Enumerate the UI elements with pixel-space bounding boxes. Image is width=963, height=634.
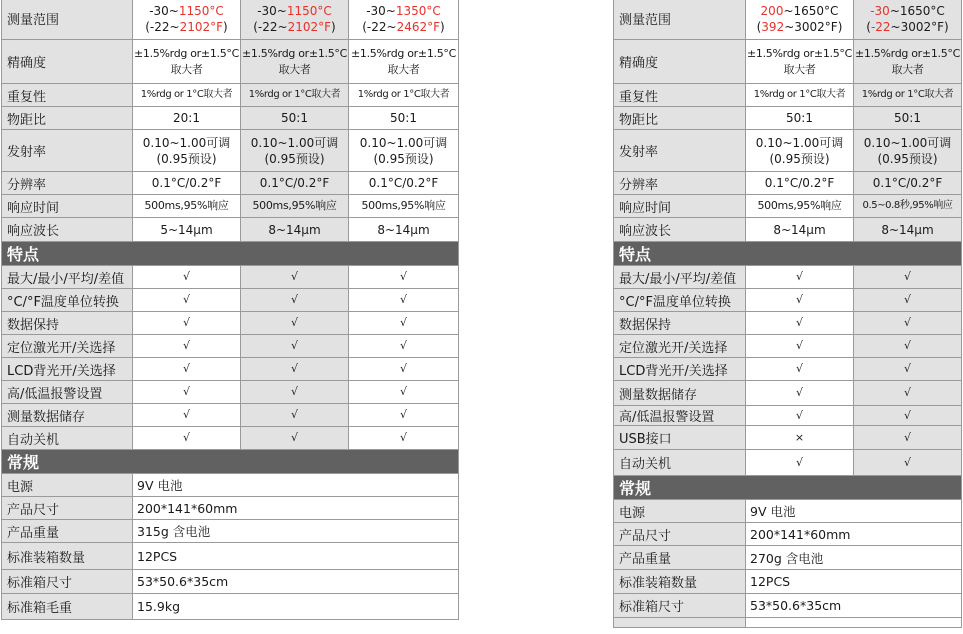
general-label: 标准箱毛重 [2, 594, 133, 620]
general-row [614, 570, 962, 594]
check-icon: √ [854, 289, 962, 312]
range-row [614, 0, 962, 40]
emissivity-row [614, 130, 962, 172]
check-icon: √ [241, 266, 349, 289]
check-icon: √ [746, 289, 854, 312]
check-icon: √ [241, 335, 349, 358]
range-cell: -30~1650°C (-22~3002°F) [854, 0, 962, 40]
repeat-cell: 1%rdg or 1°C取大者 [241, 84, 349, 107]
general-row [614, 594, 962, 618]
response-cell: 0.5~0.8秒,95%响应 [854, 195, 962, 218]
feature-row [2, 427, 459, 450]
general-label: 产品重量 [614, 546, 746, 570]
general-value: 9V 电池 [133, 474, 459, 497]
response-row [2, 195, 459, 218]
accuracy-label: 精确度 [2, 40, 133, 84]
feature-row [614, 335, 962, 358]
emissivity-label: 发射率 [2, 130, 133, 172]
general-value: 53*50.6*35cm [133, 570, 459, 594]
feature-label: 定位激光开/关选择 [614, 335, 746, 358]
range-cell: -30~1150°C (-22~2102°F) [133, 0, 241, 40]
general-value: 200*141*60mm [746, 523, 962, 546]
ratio-cell: 50:1 [854, 107, 962, 130]
check-icon: √ [133, 266, 241, 289]
resolution-label: 分辨率 [614, 172, 746, 195]
ratio-cell: 50:1 [349, 107, 459, 130]
response-cell: 500ms,95%响应 [349, 195, 459, 218]
check-icon: √ [241, 358, 349, 381]
general-header-row [614, 476, 962, 500]
general-row [2, 570, 459, 594]
check-icon: √ [854, 426, 962, 450]
general-row-partial [614, 618, 962, 628]
general-section-title: 常规 [2, 450, 459, 474]
check-icon: √ [746, 450, 854, 476]
general-label: 产品重量 [2, 520, 133, 543]
check-icon: √ [133, 427, 241, 450]
ratio-row [2, 107, 459, 130]
left-spec-table [1, 0, 459, 620]
check-icon: √ [133, 335, 241, 358]
feature-label: °C/°F温度单位转换 [2, 289, 133, 312]
emissivity-cell: 0.10~1.00可调 (0.95预设) [133, 130, 241, 172]
resolution-cell: 0.1°C/0.2°F [349, 172, 459, 195]
check-icon: √ [349, 266, 459, 289]
wavelength-cell: 8~14μm [241, 218, 349, 242]
feature-label: LCD背光开/关选择 [614, 358, 746, 381]
check-icon: √ [854, 312, 962, 335]
accuracy-cell: ±1.5%rdg or±1.5°C 取大者 [241, 40, 349, 84]
general-label: 产品尺寸 [614, 523, 746, 546]
feature-label: 定位激光开/关选择 [2, 335, 133, 358]
emissivity-label: 发射率 [614, 130, 746, 172]
general-row [614, 500, 962, 523]
response-label: 响应时间 [2, 195, 133, 218]
general-row [2, 594, 459, 620]
wavelength-cell: 8~14μm [746, 218, 854, 242]
feature-label: °C/°F温度单位转换 [614, 289, 746, 312]
wavelength-cell: 8~14μm [349, 218, 459, 242]
general-label: 标准箱尺寸 [2, 570, 133, 594]
feature-label: 测量数据储存 [2, 404, 133, 427]
check-icon: √ [349, 289, 459, 312]
check-icon: √ [746, 358, 854, 381]
feature-row [2, 358, 459, 381]
check-icon: √ [349, 404, 459, 427]
repeat-row [614, 84, 962, 107]
feature-label: 数据保持 [614, 312, 746, 335]
range-row [2, 0, 459, 40]
general-label: 标准箱尺寸 [614, 594, 746, 618]
resolution-row [2, 172, 459, 195]
general-value: 9V 电池 [746, 500, 962, 523]
feature-label: 数据保持 [2, 312, 133, 335]
repeat-cell: 1%rdg or 1°C取大者 [133, 84, 241, 107]
resolution-label: 分辨率 [2, 172, 133, 195]
feature-row [614, 289, 962, 312]
repeat-cell: 1%rdg or 1°C取大者 [349, 84, 459, 107]
feature-label: 自动关机 [2, 427, 133, 450]
general-value: 53*50.6*35cm [746, 594, 962, 618]
general-row [614, 546, 962, 570]
resolution-cell: 0.1°C/0.2°F [854, 172, 962, 195]
check-icon: √ [854, 406, 962, 426]
check-icon: √ [746, 381, 854, 406]
general-value: 200*141*60mm [133, 497, 459, 520]
feature-row [614, 312, 962, 335]
check-icon: √ [349, 358, 459, 381]
emissivity-cell: 0.10~1.00可调 (0.95预设) [349, 130, 459, 172]
response-row [614, 195, 962, 218]
check-icon: √ [349, 381, 459, 404]
cross-icon: × [746, 426, 854, 450]
ratio-cell: 50:1 [241, 107, 349, 130]
accuracy-cell: ±1.5%rdg or±1.5°C 取大者 [746, 40, 854, 84]
repeat-label: 重复性 [614, 84, 746, 107]
general-label: 标准装箱数量 [614, 570, 746, 594]
range-label: 测量范围 [614, 0, 746, 40]
emissivity-cell: 0.10~1.00可调 (0.95预设) [854, 130, 962, 172]
feature-row [614, 450, 962, 476]
feature-label: USB接口 [614, 426, 746, 450]
check-icon: √ [241, 427, 349, 450]
feature-row [2, 381, 459, 404]
general-section-title: 常规 [614, 476, 962, 500]
feature-row [2, 312, 459, 335]
check-icon: √ [349, 427, 459, 450]
check-icon: √ [133, 358, 241, 381]
general-label: 标准装箱数量 [2, 543, 133, 570]
resolution-cell: 0.1°C/0.2°F [133, 172, 241, 195]
feature-label: 最大/最小/平均/差值 [2, 266, 133, 289]
general-value: 315g 含电池 [133, 520, 459, 543]
features-section-title: 特点 [614, 242, 962, 266]
right-spec-table [613, 0, 962, 628]
response-cell: 500ms,95%响应 [746, 195, 854, 218]
check-icon: √ [133, 381, 241, 404]
feature-row [2, 289, 459, 312]
general-label: 电源 [2, 474, 133, 497]
accuracy-label: 精确度 [614, 40, 746, 84]
ratio-label: 物距比 [2, 107, 133, 130]
wavelength-cell: 8~14μm [854, 218, 962, 242]
wavelength-row [614, 218, 962, 242]
check-icon: √ [746, 335, 854, 358]
general-value: 12PCS [133, 543, 459, 570]
check-icon: √ [854, 335, 962, 358]
general-value: 270g 含电池 [746, 546, 962, 570]
feature-label: 最大/最小/平均/差值 [614, 266, 746, 289]
feature-row [2, 266, 459, 289]
feature-row [2, 404, 459, 427]
feature-row [614, 381, 962, 406]
repeat-cell: 1%rdg or 1°C取大者 [854, 84, 962, 107]
general-label: 产品尺寸 [2, 497, 133, 520]
repeat-cell: 1%rdg or 1°C取大者 [746, 84, 854, 107]
feature-label: 测量数据储存 [614, 381, 746, 406]
range-cell: 200~1650°C (392~3002°F) [746, 0, 854, 40]
features-header-row [614, 242, 962, 266]
ratio-label: 物距比 [614, 107, 746, 130]
feature-row [614, 358, 962, 381]
resolution-row [614, 172, 962, 195]
accuracy-cell: ±1.5%rdg or±1.5°C 取大者 [854, 40, 962, 84]
general-row [2, 497, 459, 520]
check-icon: √ [241, 289, 349, 312]
range-cell: -30~1150°C (-22~2102°F) [241, 0, 349, 40]
accuracy-row [614, 40, 962, 84]
range-cell: -30~1350°C (-22~2462°F) [349, 0, 459, 40]
wavelength-label: 响应波长 [614, 218, 746, 242]
response-label: 响应时间 [614, 195, 746, 218]
general-row [614, 523, 962, 546]
emissivity-row [2, 130, 459, 172]
general-value: 12PCS [746, 570, 962, 594]
feature-label: 高/低温报警设置 [2, 381, 133, 404]
check-icon: √ [349, 335, 459, 358]
features-section-title: 特点 [2, 242, 459, 266]
repeat-row [2, 84, 459, 107]
check-icon: √ [133, 404, 241, 427]
check-icon: √ [241, 381, 349, 404]
repeat-label: 重复性 [2, 84, 133, 107]
check-icon: √ [133, 289, 241, 312]
feature-row [614, 406, 962, 426]
features-header-row [2, 242, 459, 266]
general-header-row [2, 450, 459, 474]
response-cell: 500ms,95%响应 [241, 195, 349, 218]
general-row [2, 474, 459, 497]
feature-row [614, 266, 962, 289]
feature-label: LCD背光开/关选择 [2, 358, 133, 381]
accuracy-cell: ±1.5%rdg or±1.5°C 取大者 [133, 40, 241, 84]
check-icon: √ [241, 312, 349, 335]
check-icon: √ [854, 358, 962, 381]
check-icon: √ [746, 406, 854, 426]
check-icon: √ [241, 404, 349, 427]
feature-row [2, 335, 459, 358]
feature-label: 自动关机 [614, 450, 746, 476]
check-icon: √ [349, 312, 459, 335]
emissivity-cell: 0.10~1.00可调 (0.95预设) [241, 130, 349, 172]
response-cell: 500ms,95%响应 [133, 195, 241, 218]
general-label: 电源 [614, 500, 746, 523]
check-icon: √ [854, 450, 962, 476]
range-label: 测量范围 [2, 0, 133, 40]
wavelength-label: 响应波长 [2, 218, 133, 242]
ratio-row [614, 107, 962, 130]
feature-label: 高/低温报警设置 [614, 406, 746, 426]
check-icon: √ [133, 312, 241, 335]
accuracy-cell: ±1.5%rdg or±1.5°C 取大者 [349, 40, 459, 84]
general-value: 15.9kg [133, 594, 459, 620]
ratio-cell: 20:1 [133, 107, 241, 130]
resolution-cell: 0.1°C/0.2°F [746, 172, 854, 195]
feature-row [614, 426, 962, 450]
resolution-cell: 0.1°C/0.2°F [241, 172, 349, 195]
check-icon: √ [854, 381, 962, 406]
accuracy-row [2, 40, 459, 84]
check-icon: √ [746, 266, 854, 289]
general-row [2, 543, 459, 570]
check-icon: √ [746, 312, 854, 335]
check-icon: √ [854, 266, 962, 289]
general-row [2, 520, 459, 543]
ratio-cell: 50:1 [746, 107, 854, 130]
emissivity-cell: 0.10~1.00可调 (0.95预设) [746, 130, 854, 172]
wavelength-row [2, 218, 459, 242]
wavelength-cell: 5~14μm [133, 218, 241, 242]
